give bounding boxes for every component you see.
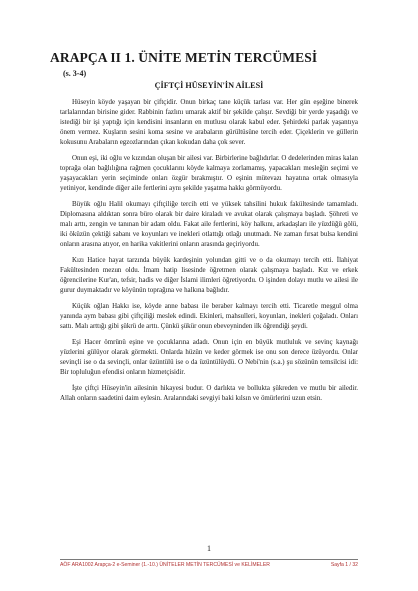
paragraph: Büyük oğlu Halil okumayı çiftçiliğe tercih etti ve yüksek tahsilini hukuk fakültesinde tamamladı. Diplomasına aldıktan sonra büro olarak bir daire kiraladı ve avukat olarak çalışmaya başladı. Şöhreti ve malı arttı, zengin ve tanınan bir adam oldu. Fakat aile fertlerini, köy halkını, arkadaşları ile yüzdüğü gölü, iki öküzün çektiği sabanı ve koyunları ve inekleri otlattığı otlağı unutmadı. Ne zaman fırsat bulsa kendini onların arasına atıyor, en harika vakitlerini onların arasında geçiriyordu. [60, 200, 358, 248]
paragraph: İşte çiftçi Hüseyin'in ailesinin hikayesi budur. O darlıkta ve bollukta şükreden ve mutlu bir ailedir. Allah onların saadetini daim eylesin. Aralarındaki sevgiyi baki kılsın ve ömürlerini uzun etsin. [60, 384, 358, 402]
document-title: ARAPÇA II 1. ÜNİTE METİN TERCÜMESİ [50, 50, 318, 65]
section-heading: ÇİFTÇİ HÜSEYİN'İN AİLESİ [154, 81, 264, 90]
page-range-reference: (s. 3-4) [63, 69, 87, 78]
paragraph: Kızı Hatice hayat tarzında büyük kardeşinin yolundan gitti ve o da okumayı tercih etti. İlahiyat Fakültesinden mezun oldu. İmam hatip lisesinde öğretmen olarak çalışmaya başladı. Kız ve erkek öğrencilerine Kur'an, tefsir, hadis ve diğer İslami ilimleri öğretiyordu. O işinden dolayı mutlu ve ailesi ile gurur duymaktadır ve köyünün toprağına ve halkına bağlıdır. [60, 256, 358, 294]
paragraph: Hüseyin köyde yaşayan bir çiftçidir. Onun birkaç tane küçük tarlası var. Her gün eşeğine binerek tarlalarından birisine gider. Rabbinin fazlını umarak aktif bir şekilde çalışır. Sevdiği bir yerde yaşadığı ve istediği bir işi yaptığı için kendisini insanların en mutlusu olarak kabul eder. Şehirdeki parlak yaşantıya önem vermez. Kuşların sesini koma sesine ve arabaların gürültüsüne tercih eder. Çiçeklerin ve güllerin kokusunu Arabaların egzozlarından çıkan kokudan daha çok sever. [60, 98, 358, 146]
footer-page-indicator: Sayfa 1 / 32 [330, 562, 358, 568]
paragraph: Eşi Hacer ömrünü eşine ve çocuklarına adadı. Onun için en büyük mutluluk ve sevinç kaynağı yüzlerini gülüyor olarak görmekti. Onlarda hüzün ve keder görmek ise onu son derece üzüyordu. Onlar sevinçli ise o da sevinçli, onlar üzüntülü ise o da üzüntülüydü. O Nebi'nin (s.a.) şu sözünün temsilcisi idi: Bir topluluğun efendisi onların hizmetçisidir. [60, 338, 358, 376]
page-number: 1 [207, 544, 211, 553]
footer-document-title: AÖF ARA1002 Arapça-2 e-Seminer (1.-10.) ÜNİTELER METİN TERCÜMESİ ve KELİMELER [60, 562, 270, 568]
footer-divider [60, 559, 358, 560]
paragraph: Küçük oğlan Hakkı ise, köyde anne babası ile beraber kalmayı tercih etti. Ticaretle meşgul olma yanında aym babası gibi çiftçiliği meslek edindi. Ekinleri, mahsulleri, koyunları, inekleri çoğaladı. Onları sattı. Malı arttığı gibi şükrü de arttı. Çünkü şükür onun ebeveyninden ilk öğrendiği şeydi. [60, 302, 358, 330]
document-body [60, 97, 358, 409]
paragraph: Onun eşi, iki oğlu ve kızından oluşan bir ailesi var. Birbirlerine bağlıdırlar. O dedelerinden miras kalan toprağa olan bağlılığına rağmen çocuklarını köyde kalmaya zorlamamış, yapacakları mesleğin seçimi ve yaşayacakları yerin seçiminde onları özgür bırakmıştır. O eşinin mütevazı hayatına ortak olmasıyla yetiniyor, kendinde diğer aile fertlerini aynı şekilde yaşatma hakkı görmüyordu. [60, 154, 358, 192]
